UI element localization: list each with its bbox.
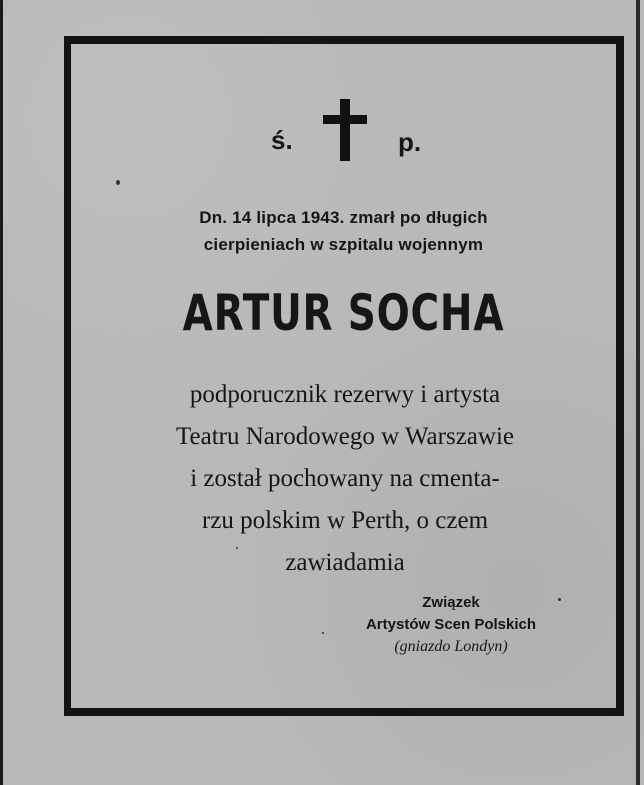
intro-line: Dn. 14 lipca 1943. zmarł po długich <box>199 208 488 227</box>
body-line: i został pochowany na cmenta- <box>190 465 500 492</box>
deceased-name: ARTUR SOCHA <box>182 284 505 342</box>
right-column-rule <box>636 0 640 785</box>
obituary-content <box>71 44 616 708</box>
signature-block <box>331 592 571 658</box>
cross-icon <box>323 99 367 161</box>
signature-line: Związek <box>422 594 480 611</box>
left-column-rule <box>0 0 3 785</box>
body-text <box>131 374 559 584</box>
body-line: zawiadamia <box>285 549 405 576</box>
intro-line: cierpieniach w szpitalu wojennym <box>203 235 484 254</box>
header-left-letter: ś. <box>271 125 293 155</box>
signature-line: Artystów Scen Polskich <box>365 616 537 633</box>
print-speck <box>116 180 120 185</box>
print-speck <box>558 598 561 601</box>
header-row <box>71 99 616 169</box>
signature-place: (gniazdo Londyn) <box>394 638 508 655</box>
body-line: rzu polskim w Perth, o czem <box>201 507 489 534</box>
obituary-frame <box>64 36 624 716</box>
body-line: podporucznik rezerwy i artysta <box>189 381 501 408</box>
header-right-letter: p. <box>398 127 422 157</box>
intro-text <box>71 204 616 258</box>
print-speck <box>322 632 324 634</box>
body-line: Teatru Narodowego w Warszawie <box>175 423 514 450</box>
print-speck <box>236 547 238 549</box>
